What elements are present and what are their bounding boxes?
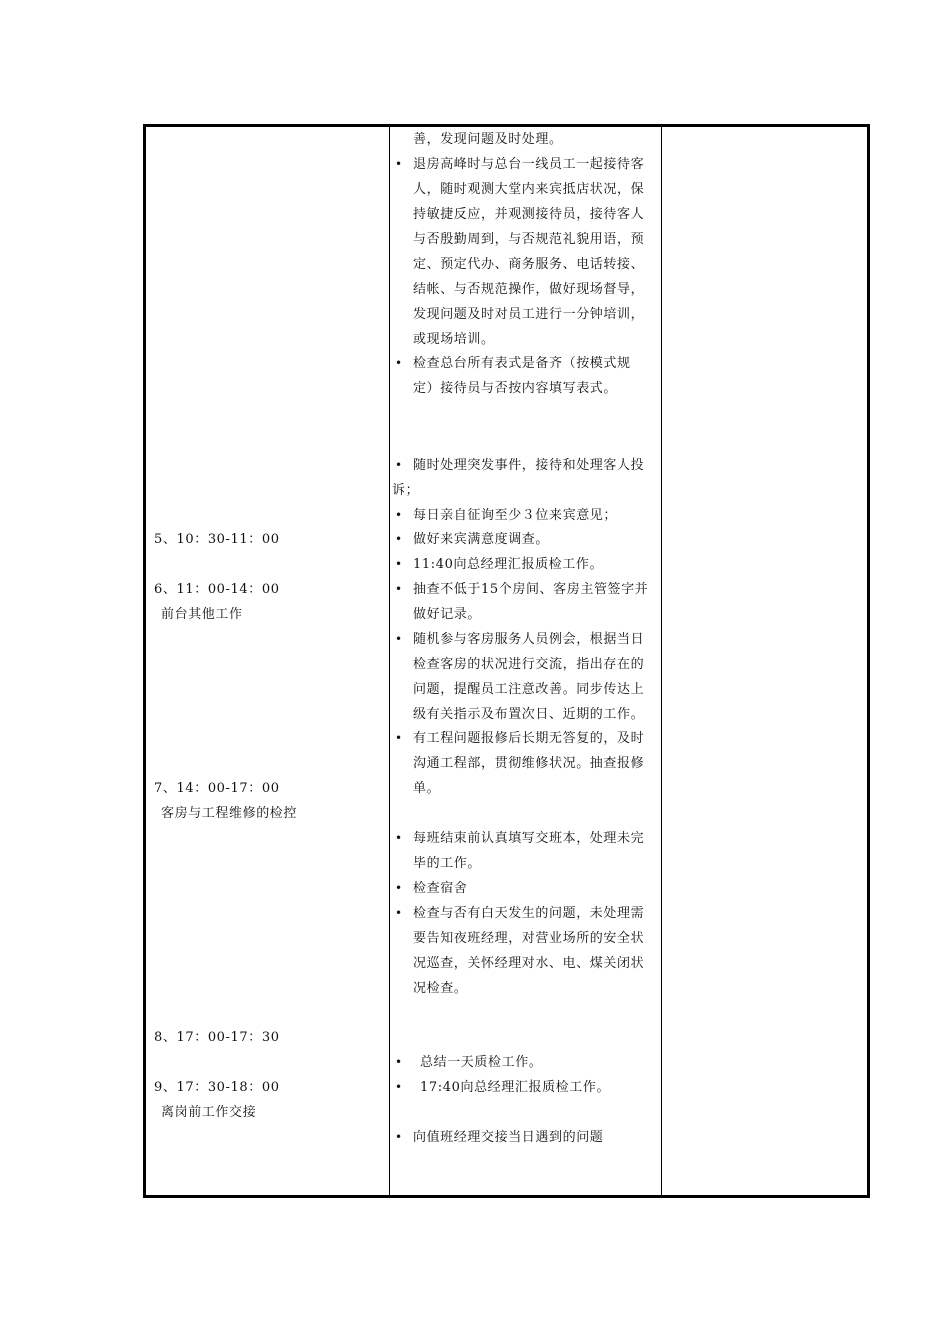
duty-line: 抽查不低于15个房间、客房主管签字并 bbox=[413, 582, 649, 597]
bullet-icon: • bbox=[395, 1130, 403, 1144]
duty-line: 或现场培训。 bbox=[413, 332, 495, 347]
duty-line: 向值班经理交接当日遇到的问题 bbox=[413, 1130, 604, 1145]
duty-line: 检查与否有白天发生的问题，未处理需 bbox=[413, 906, 645, 921]
time-slot-9: 9、17：30-18：00 bbox=[154, 1080, 280, 1095]
notes-column bbox=[664, 127, 867, 1195]
task-title: 客房与工程维修的检控 bbox=[161, 806, 298, 821]
duty-line: 沟通工程部，贯彻维修状况。抽查报修 bbox=[413, 756, 645, 771]
duty-line: 每班结束前认真填写交班本，处理未完 bbox=[413, 831, 645, 846]
duty-line: 级有关指示及布置次日、近期的工作。 bbox=[413, 707, 645, 722]
bullet-icon: • bbox=[395, 557, 403, 571]
bullet-icon: • bbox=[395, 1080, 403, 1094]
duty-line: 检查客房的状况进行交流，指出存在的 bbox=[413, 657, 645, 672]
duty-line: 随机参与客房服务人员例会，根据当日 bbox=[413, 632, 645, 647]
task-title: 离岗前工作交接 bbox=[161, 1105, 257, 1120]
duty-line: 定）接待员与否按内容填写表式。 bbox=[413, 381, 618, 396]
duty-line: 人，随时观测大堂内来宾抵店状况，保 bbox=[413, 182, 645, 197]
bullet-icon: • bbox=[395, 356, 403, 370]
duty-line: 做好来宾满意度调查。 bbox=[413, 532, 550, 547]
duty-line: 做好记录。 bbox=[413, 607, 482, 622]
duty-line: 诉； bbox=[392, 483, 420, 498]
bullet-icon: • bbox=[395, 831, 403, 845]
duty-line: 问题，提醒员工注意改善。同步传达上 bbox=[413, 682, 645, 697]
duty-line: 定、预定代办、商务服务、电话转接、 bbox=[413, 257, 645, 272]
bullet-icon: • bbox=[395, 582, 403, 596]
schedule-table bbox=[143, 124, 870, 1198]
duty-line: 毕的工作。 bbox=[413, 856, 482, 871]
bullet-icon: • bbox=[395, 1055, 403, 1069]
time-slot-7: 7、14：00-17：00 bbox=[154, 781, 280, 796]
duty-line: 总结一天质检工作。 bbox=[420, 1055, 543, 1070]
duty-line: 退房高峰时与总台一线员工一起接待客 bbox=[413, 157, 645, 172]
duty-line: 况巡查，关怀经理对水、电、煤关闭状 bbox=[413, 956, 645, 971]
bullet-icon: • bbox=[395, 632, 403, 646]
duty-line: 每日亲自征询至少３位来宾意见； bbox=[413, 508, 618, 523]
bullet-icon: • bbox=[395, 881, 403, 895]
column-divider-1 bbox=[389, 127, 390, 1195]
duty-line: 随时处理突发事件，接待和处理客人投 bbox=[413, 458, 645, 473]
duty-line: 与否殷勤周到，与否规范礼貌用语，预 bbox=[413, 232, 645, 247]
time-slot-6: 6、11：00-14：00 bbox=[154, 582, 280, 597]
duty-line: 要告知夜班经理，对营业场所的安全状 bbox=[413, 931, 645, 946]
duty-line: 持敏捷反应，并观测接待员，接待客人 bbox=[413, 207, 645, 222]
duty-line: 有工程问题报修后长期无答复的，及时 bbox=[413, 731, 645, 746]
duty-line: 17:40向总经理汇报质检工作。 bbox=[420, 1080, 611, 1095]
bullet-icon: • bbox=[395, 532, 403, 546]
duty-line: 单。 bbox=[413, 781, 441, 796]
duty-line: 发现问题及时对员工进行一分钟培训， bbox=[413, 307, 645, 322]
bullet-icon: • bbox=[395, 458, 403, 472]
bullet-icon: • bbox=[395, 157, 403, 171]
duty-line: 结帐、与否规范操作，做好现场督导， bbox=[413, 282, 645, 297]
duty-line: 检查宿舍 bbox=[413, 881, 468, 896]
time-slot-5: 5、10：30-11：00 bbox=[154, 532, 280, 547]
bullet-icon: • bbox=[395, 906, 403, 920]
duty-line: 检查总台所有表式是备齐（按模式规 bbox=[413, 356, 631, 371]
bullet-icon: • bbox=[395, 508, 403, 522]
duty-line: 善，发现问题及时处理。 bbox=[413, 132, 563, 147]
duty-line: 11:40向总经理汇报质检工作。 bbox=[413, 557, 604, 572]
bullet-icon: • bbox=[395, 731, 403, 745]
duty-line: 况检查。 bbox=[413, 981, 468, 996]
time-slot-8: 8、17：00-17：30 bbox=[154, 1030, 280, 1045]
column-divider-2 bbox=[661, 127, 662, 1195]
task-title: 前台其他工作 bbox=[161, 607, 243, 622]
